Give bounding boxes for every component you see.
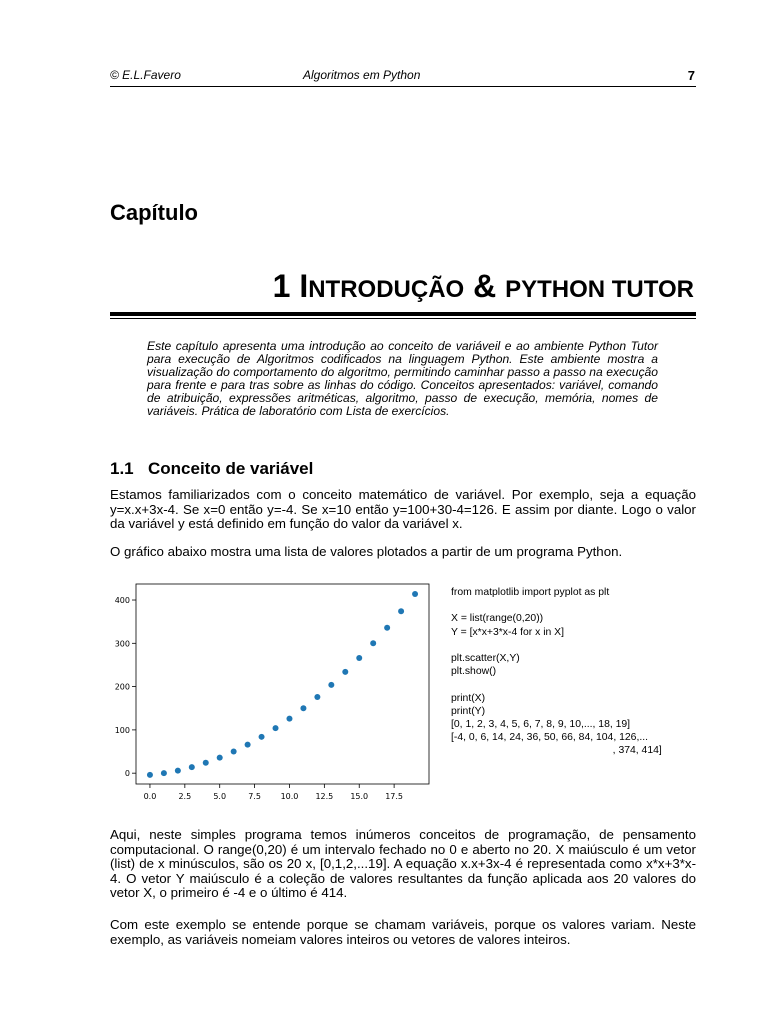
scatter-point <box>398 608 404 614</box>
chapter-rule-thin <box>110 318 696 319</box>
scatter-point <box>217 755 223 761</box>
chapter-title-first-letter: I <box>299 268 309 304</box>
scatter-point <box>328 682 334 688</box>
scatter-point <box>245 742 251 748</box>
scatter-point <box>314 694 320 700</box>
x-tick-label: 7.5 <box>248 792 261 801</box>
y-tick-label: 0 <box>124 769 130 779</box>
scatter-point <box>259 734 265 740</box>
x-tick-label: 10.0 <box>280 792 299 801</box>
section-number: 1.1 <box>110 459 134 478</box>
y-tick-label: 300 <box>114 639 130 649</box>
chart-ticks <box>115 596 403 801</box>
x-tick-label: 17.5 <box>385 792 404 801</box>
scatter-point <box>161 770 167 776</box>
y-tick-label: 400 <box>114 596 130 606</box>
code-line: Y = [x*x+3*x-4 for x in X] <box>451 626 565 638</box>
y-tick-label: 100 <box>114 725 130 735</box>
plot-frame <box>136 584 429 784</box>
scatter-point <box>286 716 292 722</box>
scatter-point <box>342 669 348 675</box>
x-tick-label: 2.5 <box>178 792 192 801</box>
section-heading <box>110 459 313 479</box>
code-line <box>451 599 662 612</box>
header-page-number: 7 <box>687 68 695 83</box>
header-rule <box>110 86 696 87</box>
scatter-point <box>384 625 390 631</box>
chapter-title-tail: PYTHON TUTOR <box>505 276 694 303</box>
chapter-rule-thick <box>110 312 696 316</box>
x-tick-label: 0.0 <box>143 792 157 801</box>
scatter-point <box>273 725 279 731</box>
scatter-point <box>203 760 209 766</box>
paragraph-variables-conclusion: Com este exemplo se entende porque se chamam variáveis, porque os valores variam. Neste exemplo, as variáveis nomeiam valores inteiros ou vetores de valores inteiros. <box>110 917 696 947</box>
header-book-title: Algoritmos em Python <box>303 68 421 82</box>
chapter-abstract: Este capítulo apresenta uma introdução ao conceito de variáveil e ao ambiente Python Tutor para execução de Algoritmos codificados na linguagem Python. Este ambiente mostra a visualização do comportamento do algoritmo, permitindo caminhar passo a passo na execução para frente e para tras sobre as linhas do código. Conceitos apresentados: variável, comando de atribuição, expressões aritméticas, algoritmo, passo de execução, memória, nomes de variáveis. Prática de laboratório com Lista de exercícios. <box>147 339 658 419</box>
x-tick-label: 15.0 <box>350 792 369 801</box>
code-line: plt.show() <box>451 666 497 678</box>
code-line: [0, 1, 2, 3, 4, 5, 6, 7, 8, 9, 10,..., 18, 19] <box>451 719 631 731</box>
paragraph-program-explanation: Aqui, neste simples programa temos inúmeros conceitos de programação, de pensamento computacional. O range(0,20) é um intervalo fechado no 0 e aberto no 20. X maiúsculo é um vetor (list) de x minúsculos, são os 20 x, [0,1,2,...19]. A equação x.x+3x-4 é representada como x*x+3*x-4. O vetor Y maiúsculo é a coleção de valores resultantes da função aplicada aos 20 valores do vetor X, o primeiro é -4 e o último é 414. <box>110 827 696 900</box>
chapter-label: Capítulo <box>110 200 198 225</box>
code-line <box>451 678 662 691</box>
chapter-title-rest: NTRODUÇÃO <box>308 276 465 303</box>
paragraph-chart-intro: O gráfico abaixo mostra uma lista de valores plotados a partir de um programa Python. <box>110 544 623 559</box>
scatter-point <box>356 655 362 661</box>
scatter-point <box>412 591 418 597</box>
code-line <box>451 639 662 652</box>
code-line: plt.scatter(X,Y) <box>451 653 520 665</box>
chapter-number: 1 <box>272 268 291 304</box>
x-tick-label: 12.5 <box>315 792 334 801</box>
scatter-point <box>189 764 195 770</box>
header-author: © E.L.Favero <box>110 68 181 82</box>
code-line: from matplotlib import pyplot as plt <box>451 587 610 598</box>
scatter-point <box>370 640 376 646</box>
scatter-point <box>300 705 306 711</box>
x-tick-label: 5.0 <box>213 792 227 801</box>
chart-points <box>147 591 418 778</box>
chapter-title-ampersand: & <box>473 268 497 304</box>
scatter-chart <box>112 580 432 802</box>
paragraph-variable-concept: Estamos familiarizados com o conceito matemático de variável. Por exemplo, seja a equação y=x.x+3x-4. Se x=0 então y=-4. Se x=10 então y=100+30-4=126. E assim por diante. Logo o valor da variável y está definido em função do valor da variável x. <box>110 487 696 531</box>
section-title: Conceito de variável <box>148 459 314 478</box>
scatter-point <box>175 768 181 774</box>
chapter-title <box>110 268 694 305</box>
code-line: print(X) <box>451 692 486 704</box>
code-line: , 374, 414] <box>451 745 662 757</box>
scatter-point <box>147 772 153 778</box>
scatter-point <box>231 749 237 755</box>
y-tick-label: 200 <box>114 682 130 692</box>
code-listing <box>451 586 662 758</box>
code-line: [-4, 0, 6, 14, 24, 36, 50, 66, 84, 104, 126,... <box>451 732 648 744</box>
code-line: X = list(range(0,20)) <box>451 613 544 625</box>
code-line: print(Y) <box>451 705 486 717</box>
